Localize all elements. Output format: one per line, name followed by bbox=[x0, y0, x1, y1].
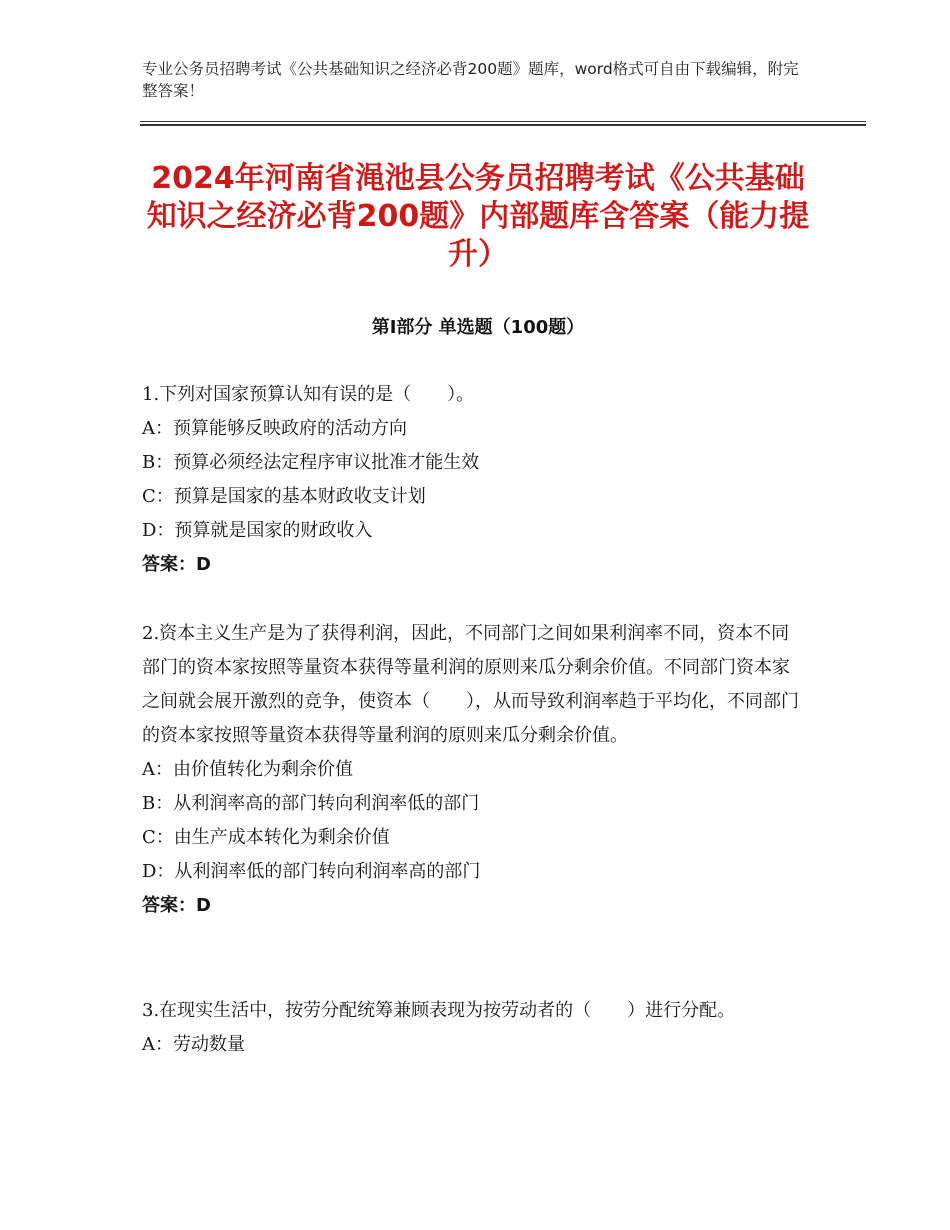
option-d: D：预算就是国家的财政收入 bbox=[142, 520, 373, 541]
option-a: A：由价值转化为剩余价值 bbox=[142, 759, 353, 780]
header-divider-thin bbox=[140, 121, 866, 122]
document-title: 2024年河南省渑池县公务员招聘考试《公共基础知识之经济必背200题》内部题库含答案（能力提升） bbox=[146, 161, 810, 272]
question-stem: 3.在现实生活中，按劳分配统筹兼顾表现为按劳动者的（ ）进行分配。 bbox=[142, 1000, 736, 1021]
question-stem: 1.下列对国家预算认知有误的是（ ）。 bbox=[142, 384, 475, 405]
option-d: D：从利润率低的部门转向利润率高的部门 bbox=[142, 861, 481, 882]
header-divider-thick bbox=[140, 124, 866, 126]
question-1 bbox=[142, 378, 802, 582]
option-a: A：劳动数量 bbox=[142, 1034, 245, 1055]
option-c: C：预算是国家的基本财政收支计划 bbox=[142, 486, 426, 507]
header-note: 专业公务员招聘考试《公共基础知识之经济必背200题》题库，word格式可自由下载编辑，附完整答案！ bbox=[142, 60, 799, 100]
question-3 bbox=[142, 994, 802, 1062]
option-b: B：从利润率高的部门转向利润率低的部门 bbox=[142, 793, 480, 814]
section-title: 第I部分 单选题（100题） bbox=[371, 317, 585, 338]
question-stem: 2.资本主义生产是为了获得利润，因此，不同部门之间如果利润率不同，资本不同部门的资本家按照等量资本获得等量利润的原则来瓜分剩余价值。不同部门资本家之间就会展开激烈的竞争，使资本（ ），从而导致利润率趋于平均化，不同部门的资本家按照等量资本获得等量利润的原则来瓜分剩余价值。 bbox=[142, 623, 799, 746]
option-a: A：预算能够反映政府的活动方向 bbox=[142, 418, 407, 439]
answer: 答案：D bbox=[142, 895, 211, 916]
option-c: C：由生产成本转化为剩余价值 bbox=[142, 827, 390, 848]
answer: 答案：D bbox=[142, 554, 211, 575]
question-2 bbox=[142, 617, 802, 923]
option-b: B：预算必须经法定程序审议批准才能生效 bbox=[142, 452, 480, 473]
